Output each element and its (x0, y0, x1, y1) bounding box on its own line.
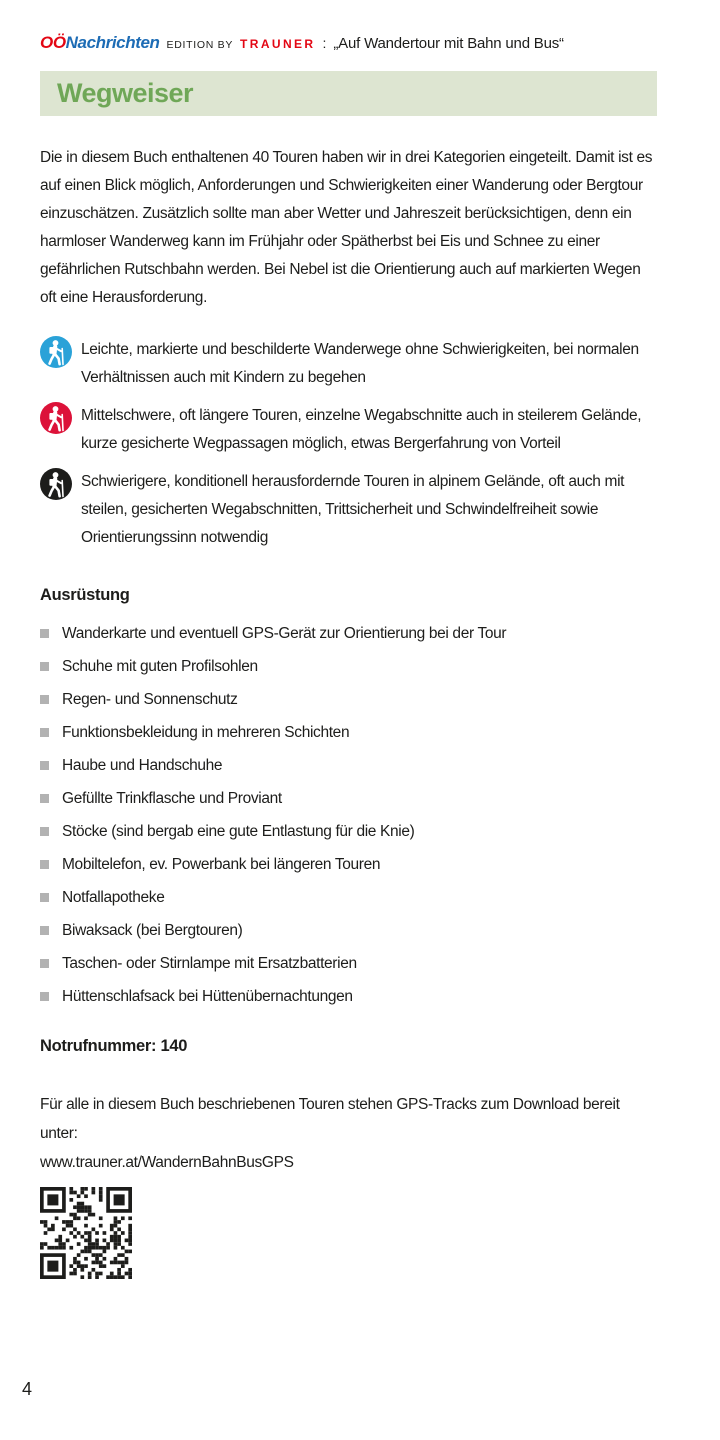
square-bullet-icon (40, 662, 49, 671)
oonachrichten-logo (40, 33, 160, 53)
equipment-heading: Ausrüstung (40, 586, 130, 604)
difficulty-row (40, 336, 657, 392)
list-item (40, 617, 657, 650)
square-bullet-icon (40, 629, 49, 638)
square-bullet-icon (40, 860, 49, 869)
list-item-label: Regen- und Sonnenschutz (62, 690, 238, 708)
difficulty-row (40, 468, 657, 552)
list-item-label: Stöcke (sind bergab eine gute Entlastung für die Knie) (62, 822, 415, 840)
edition-label: EDITION BY (166, 39, 234, 51)
list-item-label: Haube und Handschuhe (62, 756, 223, 774)
qr-code (40, 1187, 132, 1279)
hiker-icon (40, 468, 72, 500)
list-item-label: Notfallapotheke (62, 888, 165, 906)
difficulty-level-badge (40, 336, 72, 368)
intro-paragraph: Die in diesem Buch enthaltenen 40 Touren haben wir in drei Kategorien eingeteilt. Damit ist es auf einen Blick möglich, Anforderungen und Schwierigkeiten einer Wanderung oder Bergtour einzuschätzen. Zusätzlich sollte man aber Wetter und Jahreszeit berücksichtigen, denn ein harmloser Wanderweg kann im Frühjahr oder Spätherbst bei Eis und Schnee zu einer gefährlichen Rutschbahn werden. Bei Nebel ist die Orientierung auch auf markierten Wegen oft eine Herausforderung. (40, 149, 653, 306)
equipment-list (40, 617, 657, 1013)
square-bullet-icon (40, 926, 49, 935)
page-number: 4 (22, 1379, 33, 1399)
square-bullet-icon (40, 794, 49, 803)
logo-prefix: OÖ (40, 33, 66, 52)
list-item-label: Hüttenschlafsack bei Hüttenübernachtungen (62, 987, 353, 1005)
square-bullet-icon (40, 959, 49, 968)
list-item (40, 947, 657, 980)
list-item-label: Mobiltelefon, ev. Powerbank bei längeren Touren (62, 855, 381, 873)
logo-name: Nachrichten (65, 33, 160, 52)
square-bullet-icon (40, 695, 49, 704)
publisher-name: TRAUNER (240, 37, 316, 51)
difficulty-level-badge (40, 468, 72, 500)
hiker-icon (40, 402, 72, 434)
gps-download-url[interactable]: www.trauner.at/WandernBahnBusGPS (40, 1154, 294, 1171)
square-bullet-icon (40, 761, 49, 770)
list-item (40, 815, 657, 848)
list-item (40, 782, 657, 815)
difficulty-level-badge (40, 402, 72, 434)
list-item-label: Schuhe mit guten Profilsohlen (62, 657, 258, 675)
list-item-label: Funktionsbekleidung in mehreren Schichten (62, 723, 350, 741)
list-item-label: Gefüllte Trinkflasche und Proviant (62, 789, 282, 807)
gps-download-text: Für alle in diesem Buch beschriebenen Touren stehen GPS-Tracks zum Download bereit unter: (40, 1096, 620, 1142)
list-item (40, 980, 657, 1013)
list-item (40, 848, 657, 881)
list-item (40, 749, 657, 782)
list-item (40, 881, 657, 914)
section-banner (40, 71, 657, 116)
square-bullet-icon (40, 728, 49, 737)
list-item-label: Biwaksack (bei Bergtouren) (62, 921, 243, 939)
page-title: Wegweiser (57, 78, 194, 108)
square-bullet-icon (40, 827, 49, 836)
difficulty-description: Mittelschwere, oft längere Touren, einzelne Wegabschnitte auch in steilerem Gelände, kurze gesicherte Wegpassagen möglich, etwas Bergerfahrung von Vorteil (81, 407, 642, 452)
list-item-label: Taschen- oder Stirnlampe mit Ersatzbatterien (62, 954, 357, 972)
difficulty-description: Leichte, markierte und beschilderte Wanderwege ohne Schwierigkeiten, bei normalen Verhältnissen auch mit Kindern zu begehen (81, 341, 639, 386)
emergency-number: Notrufnummer: 140 (40, 1037, 188, 1055)
difficulty-row (40, 402, 657, 458)
masthead (40, 33, 657, 53)
difficulty-description: Schwierigere, konditionell herausfordernde Touren in alpinem Gelände, oft auch mit steilen, gesicherten Wegabschnitten, Trittsicherheit und Schwindelfreiheit sowie Orientierungssinn notwendig (81, 473, 625, 546)
list-item (40, 650, 657, 683)
square-bullet-icon (40, 893, 49, 902)
list-item-label: Wanderkarte und eventuell GPS-Gerät zur Orientierung bei der Tour (62, 624, 507, 642)
book-title: „Auf Wandertour mit Bahn und Bus“ (333, 35, 564, 52)
list-item (40, 683, 657, 716)
square-bullet-icon (40, 992, 49, 1001)
difficulty-legend (40, 336, 657, 552)
masthead-colon: : (322, 35, 327, 51)
list-item (40, 914, 657, 947)
list-item (40, 716, 657, 749)
gps-download-info (40, 1090, 657, 1279)
hiker-icon (40, 336, 72, 368)
